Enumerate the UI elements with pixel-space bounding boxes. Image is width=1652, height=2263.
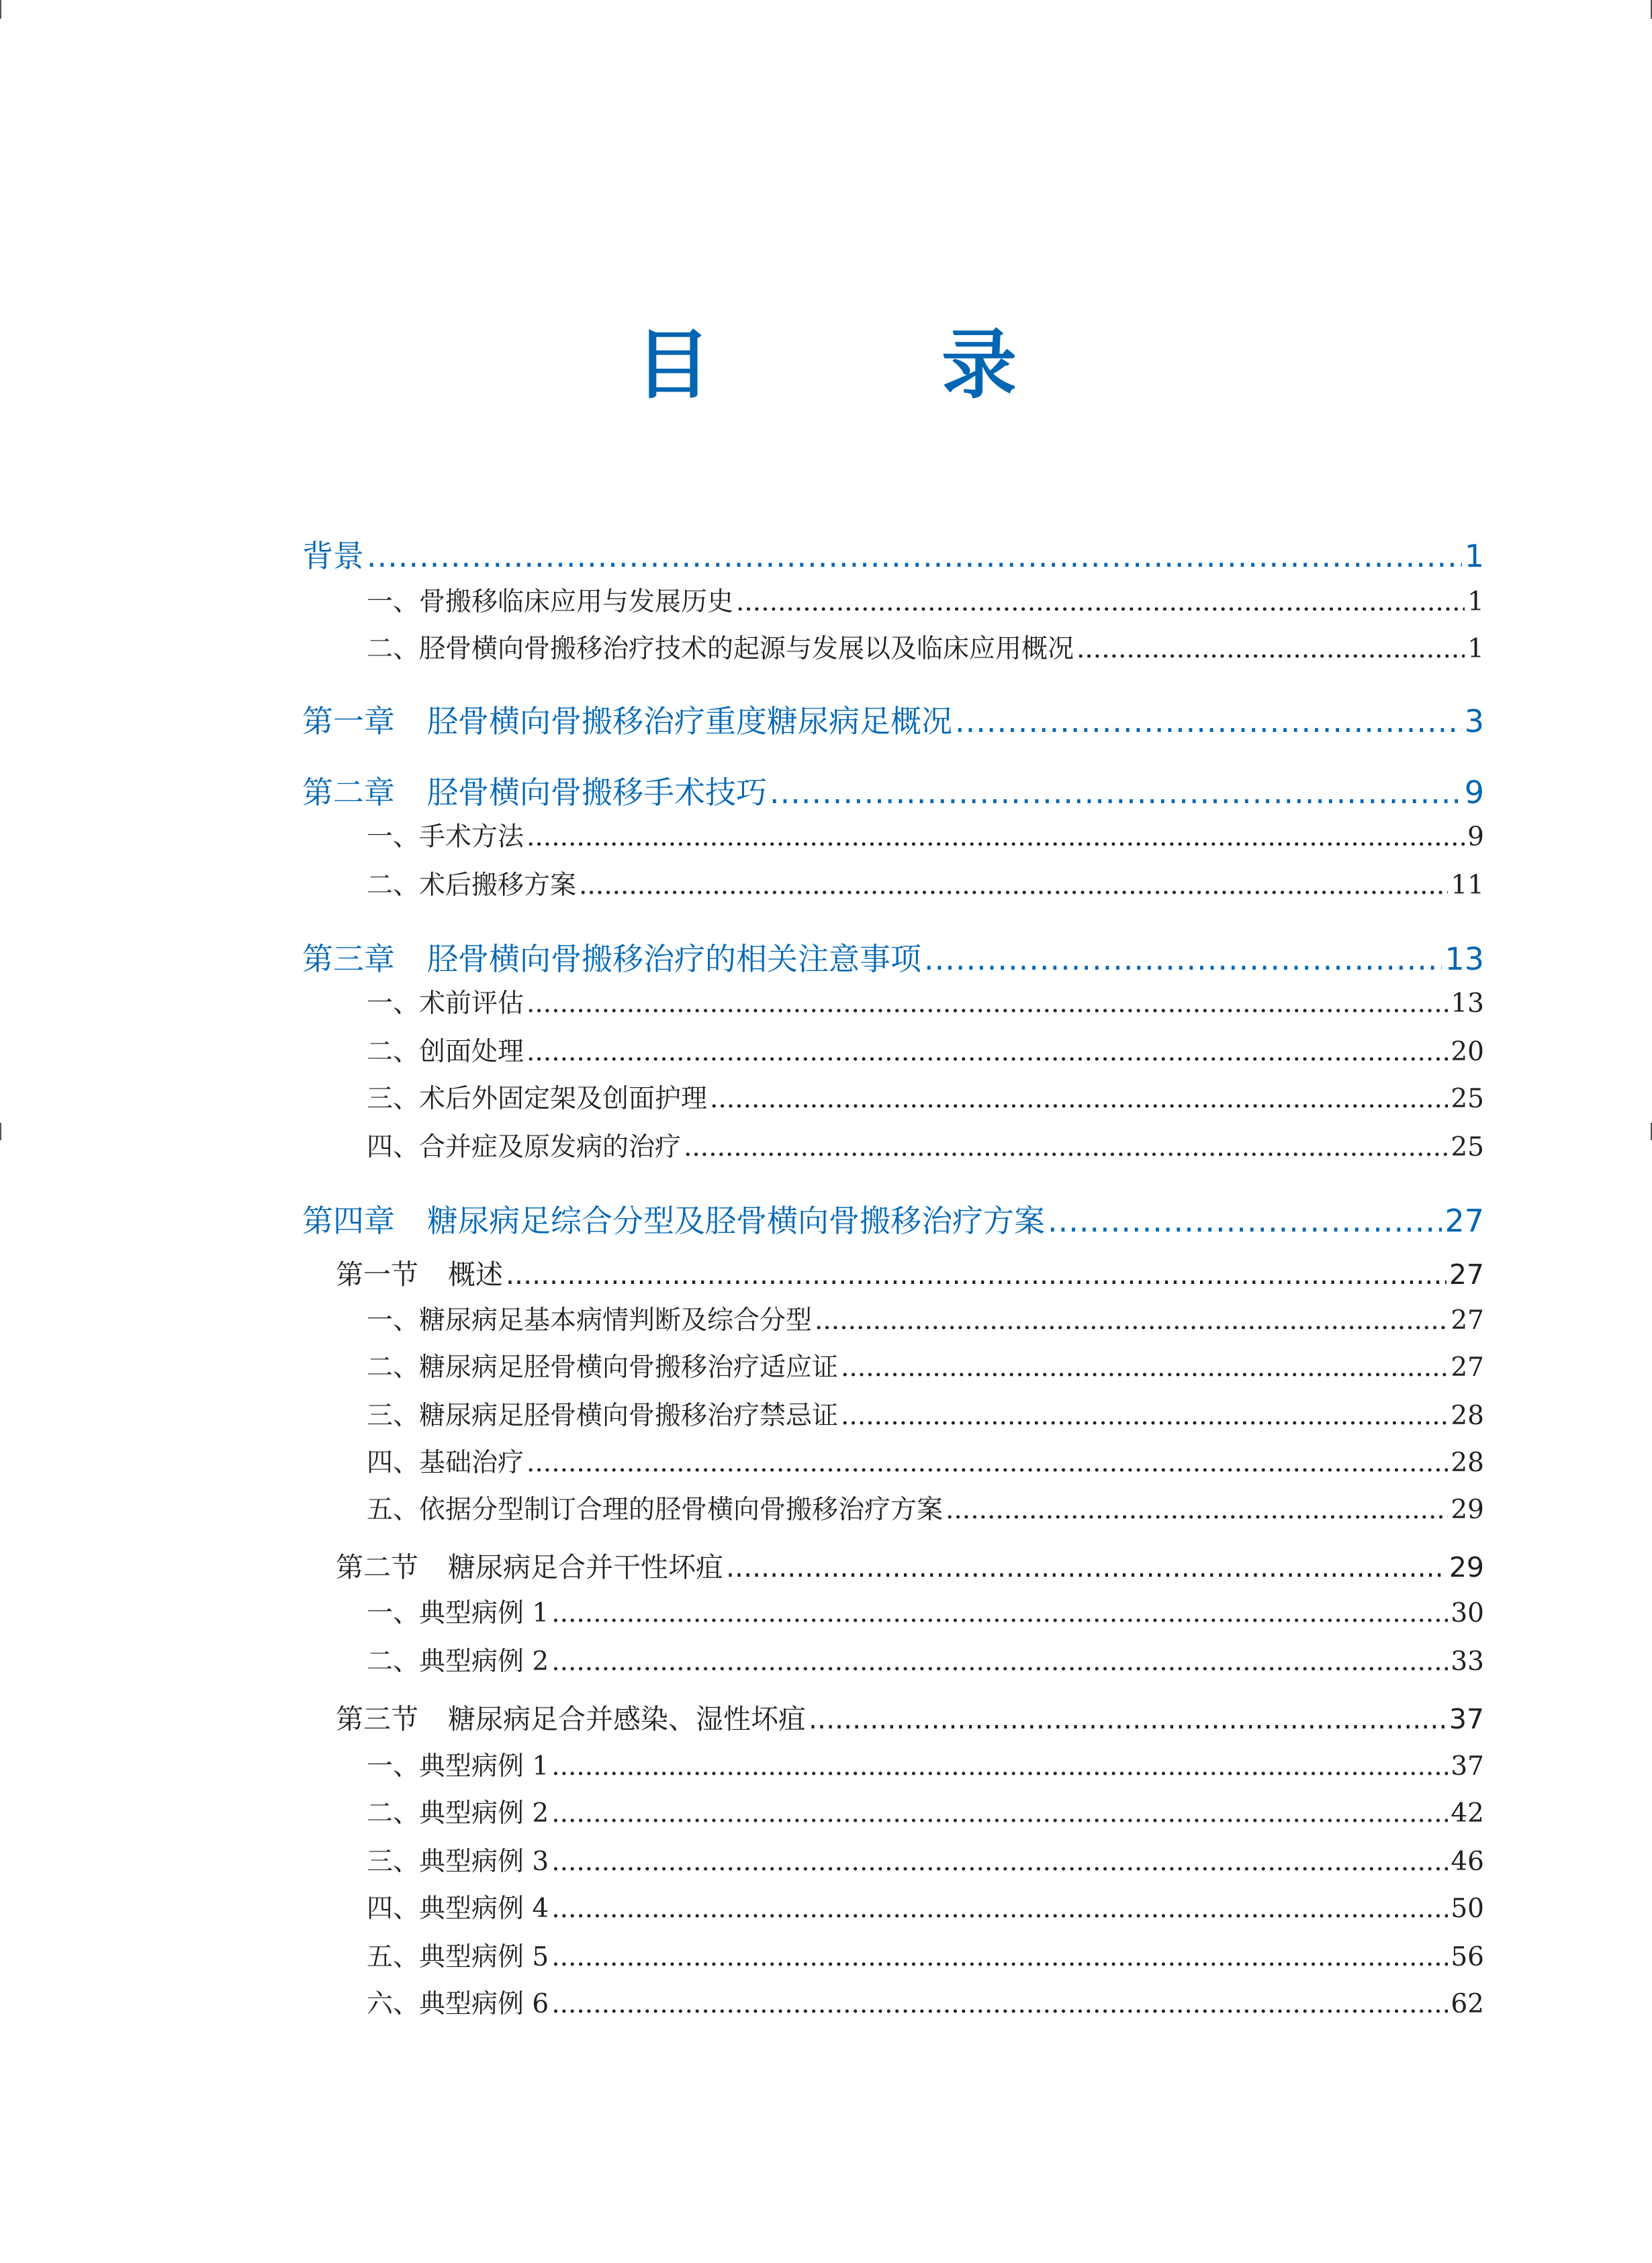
dot-leader <box>726 1549 1447 1586</box>
dot-leader <box>736 584 1465 620</box>
toc-entry-title: 二、典型病例 2 <box>367 1647 549 1677</box>
page-number: 37 <box>1451 1751 1484 1782</box>
dot-leader <box>526 986 1448 1022</box>
page-number: 28 <box>1451 1401 1484 1431</box>
toc-entry-label-group <box>367 584 733 620</box>
toc-entry-title: 一、典型病例 1 <box>367 1598 549 1628</box>
toc-chapter-entry[interactable] <box>302 939 1484 979</box>
toc-entry-title: 一、骨搬移临床应用与发展历史 <box>367 587 734 617</box>
toc-item-entry[interactable] <box>367 1129 1484 1166</box>
dot-leader <box>710 1081 1448 1117</box>
chapter-number: 第二章 <box>302 774 395 811</box>
page-number: 1 <box>1464 538 1484 574</box>
page-number: 56 <box>1451 1942 1484 1972</box>
toc-item-entry[interactable] <box>367 1398 1484 1434</box>
toc-entry-label-group <box>367 1398 838 1434</box>
chapter-number: 第一章 <box>302 703 395 739</box>
toc-entry-label-group <box>336 1256 503 1293</box>
page-number: 11 <box>1451 870 1484 900</box>
page-number: 42 <box>1451 1798 1484 1829</box>
toc-chapter-entry[interactable] <box>302 772 1484 813</box>
page-number: 9 <box>1464 774 1484 811</box>
page-number: 62 <box>1451 1989 1484 2019</box>
toc-chapter-entry[interactable] <box>302 1201 1484 1241</box>
toc-item-entry[interactable] <box>367 1749 1484 1785</box>
dot-leader <box>551 1844 1448 1880</box>
dot-leader <box>551 1986 1448 2023</box>
page-number: 29 <box>1449 1551 1484 1583</box>
toc-entry-label-group <box>302 772 767 813</box>
toc-section-entry[interactable] <box>336 1256 1484 1293</box>
page-number: 27 <box>1444 1203 1484 1239</box>
toc-item-entry[interactable] <box>367 1596 1484 1632</box>
dot-leader <box>841 1350 1448 1386</box>
toc-entry-title: 胫骨横向骨搬移治疗重度糖尿病足概况 <box>427 703 952 739</box>
chapter-number: 第三章 <box>302 941 395 977</box>
toc-entry-title: 三、典型病例 3 <box>367 1847 549 1877</box>
toc-entry-title: 四、基础治疗 <box>367 1448 524 1478</box>
toc-entry-label-group <box>367 1844 549 1880</box>
toc-chapter-entry[interactable] <box>302 536 1484 576</box>
toc-entry-label-group <box>336 1700 806 1738</box>
toc-entry-title: 糖尿病足合并干性坏疽 <box>448 1551 723 1583</box>
section-number: 第三节 <box>336 1703 418 1735</box>
toc-entry-label-group <box>367 1939 549 1976</box>
dot-leader <box>551 1891 1448 1927</box>
toc-item-entry[interactable] <box>367 584 1484 620</box>
toc-entry-title: 二、典型病例 2 <box>367 1798 549 1829</box>
dot-leader <box>809 1700 1447 1738</box>
page-number: 46 <box>1451 1847 1484 1877</box>
toc-entry-title: 糖尿病足综合分型及胫骨横向骨搬移治疗方案 <box>427 1203 1045 1239</box>
toc-item-entry[interactable] <box>367 1986 1484 2023</box>
dot-leader <box>551 1749 1448 1785</box>
toc-entry-title: 二、术后搬移方案 <box>367 870 577 900</box>
page-number: 27 <box>1451 1352 1484 1383</box>
page-number: 33 <box>1451 1647 1484 1677</box>
toc-entry-title: 四、合并症及原发病的治疗 <box>367 1132 682 1162</box>
page-number: 1 <box>1467 634 1484 664</box>
toc-entry-label-group <box>367 1303 812 1339</box>
toc-item-entry[interactable] <box>367 1492 1484 1528</box>
toc-entry-title: 五、典型病例 5 <box>367 1942 549 1972</box>
toc-item-entry[interactable] <box>367 1796 1484 1832</box>
toc-entry-title: 二、糖尿病足胫骨横向骨搬移治疗适应证 <box>367 1352 839 1383</box>
dot-leader <box>841 1398 1448 1434</box>
page-number: 20 <box>1451 1037 1484 1067</box>
toc-entry-label-group <box>367 1081 707 1117</box>
dot-leader <box>526 1445 1448 1481</box>
toc-entry-title: 五、依据分型制订合理的胫骨横向骨搬移治疗方案 <box>367 1495 944 1525</box>
toc-entry-label-group <box>367 1749 549 1785</box>
dot-leader <box>551 1644 1448 1680</box>
toc-item-entry[interactable] <box>367 631 1484 667</box>
dot-leader <box>526 819 1465 856</box>
toc-entry-label-group <box>367 1350 838 1386</box>
toc-item-entry[interactable] <box>367 1844 1484 1880</box>
page-number: 30 <box>1451 1598 1484 1628</box>
dot-leader <box>955 701 1462 741</box>
toc-entry-title: 概述 <box>448 1258 503 1291</box>
toc-item-entry[interactable] <box>367 1445 1484 1481</box>
dot-leader <box>684 1129 1448 1166</box>
dot-leader <box>946 1492 1448 1528</box>
dot-leader <box>1076 631 1465 667</box>
dot-leader <box>1048 1201 1442 1241</box>
toc-entry-title: 糖尿病足合并感染、湿性坏疽 <box>448 1703 806 1735</box>
toc-item-entry[interactable] <box>367 1939 1484 1976</box>
toc-entry-label-group <box>367 868 576 904</box>
toc-entry-label-group <box>302 1201 1045 1241</box>
toc-entry-label-group <box>367 1492 943 1528</box>
page-number: 1 <box>1467 587 1484 617</box>
toc-entry-label-group <box>367 1796 549 1832</box>
toc-entry-label-group <box>336 1549 723 1586</box>
toc-item-entry[interactable] <box>367 1350 1484 1386</box>
toc-entry-title: 胫骨横向骨搬移治疗的相关注意事项 <box>427 941 921 977</box>
toc-entry-title: 背景 <box>302 538 364 574</box>
page-number: 28 <box>1451 1448 1484 1478</box>
toc-item-entry[interactable] <box>367 1303 1484 1339</box>
toc-entry-title: 六、典型病例 6 <box>367 1989 549 2019</box>
page-number: 3 <box>1464 703 1484 739</box>
toc-item-entry[interactable] <box>367 1891 1484 1927</box>
page-number: 13 <box>1444 941 1484 977</box>
dot-leader <box>924 939 1442 979</box>
toc-entry-title: 一、手术方法 <box>367 822 524 852</box>
toc-entry-label-group <box>367 1129 681 1166</box>
page-number: 29 <box>1451 1495 1484 1525</box>
toc-item-entry[interactable] <box>367 819 1484 856</box>
toc-entry-label-group <box>367 819 524 856</box>
page-number: 50 <box>1451 1894 1484 1924</box>
dot-leader <box>551 1939 1448 1976</box>
dot-leader <box>367 536 1462 576</box>
toc-entry-title: 一、典型病例 1 <box>367 1751 549 1782</box>
toc-entry-label-group <box>367 631 1074 667</box>
toc-entry-label-group <box>367 1034 524 1070</box>
chapter-number: 第四章 <box>302 1203 395 1239</box>
toc-item-entry[interactable] <box>367 1081 1484 1117</box>
toc-item-entry[interactable] <box>367 986 1484 1022</box>
page-number: 25 <box>1451 1132 1484 1162</box>
toc-entry-title: 三、术后外固定架及创面护理 <box>367 1084 708 1114</box>
toc-entry-label-group <box>367 1644 549 1680</box>
page-number: 27 <box>1449 1258 1484 1291</box>
toc-entry-label-group <box>367 1986 549 2023</box>
toc-section-entry[interactable] <box>336 1549 1484 1586</box>
dot-leader <box>551 1796 1448 1832</box>
page-title: 目 录 <box>635 322 1095 409</box>
toc-entry-title: 二、创面处理 <box>367 1037 524 1067</box>
toc-entry-title: 四、典型病例 4 <box>367 1894 549 1924</box>
dot-leader <box>526 1034 1448 1070</box>
toc-entry-label-group <box>367 1596 549 1632</box>
toc-entry-title: 一、术前评估 <box>367 988 524 1019</box>
toc-entry-label-group <box>367 986 524 1022</box>
section-number: 第一节 <box>336 1258 418 1291</box>
page-number: 25 <box>1451 1084 1484 1114</box>
toc-item-entry[interactable] <box>367 868 1484 904</box>
toc-item-entry[interactable] <box>367 1644 1484 1680</box>
page-number: 13 <box>1451 988 1484 1019</box>
toc-entry-label-group <box>367 1891 549 1927</box>
dot-leader <box>770 772 1462 813</box>
section-number: 第二节 <box>336 1551 418 1583</box>
toc-entry-label-group <box>302 939 921 979</box>
page-number: 27 <box>1451 1305 1484 1336</box>
dot-leader <box>815 1303 1448 1339</box>
toc-entry-label-group <box>367 1445 524 1481</box>
toc-entry-label-group <box>302 536 364 576</box>
toc-entry-label-group <box>302 701 952 741</box>
page-number: 37 <box>1449 1703 1484 1735</box>
toc-entry-title: 三、糖尿病足胫骨横向骨搬移治疗禁忌证 <box>367 1401 839 1431</box>
toc-item-entry[interactable] <box>367 1034 1484 1070</box>
dot-leader <box>551 1596 1448 1632</box>
page-number: 9 <box>1467 822 1484 852</box>
toc-entry-title: 一、糖尿病足基本病情判断及综合分型 <box>367 1305 813 1336</box>
dot-leader <box>506 1256 1447 1293</box>
toc-section-entry[interactable] <box>336 1700 1484 1738</box>
toc-entry-title: 胫骨横向骨搬移手术技巧 <box>427 774 767 811</box>
toc-entry-title: 二、胫骨横向骨搬移治疗技术的起源与发展以及临床应用概况 <box>367 634 1074 664</box>
toc-chapter-entry[interactable] <box>302 701 1484 741</box>
dot-leader <box>579 868 1448 904</box>
